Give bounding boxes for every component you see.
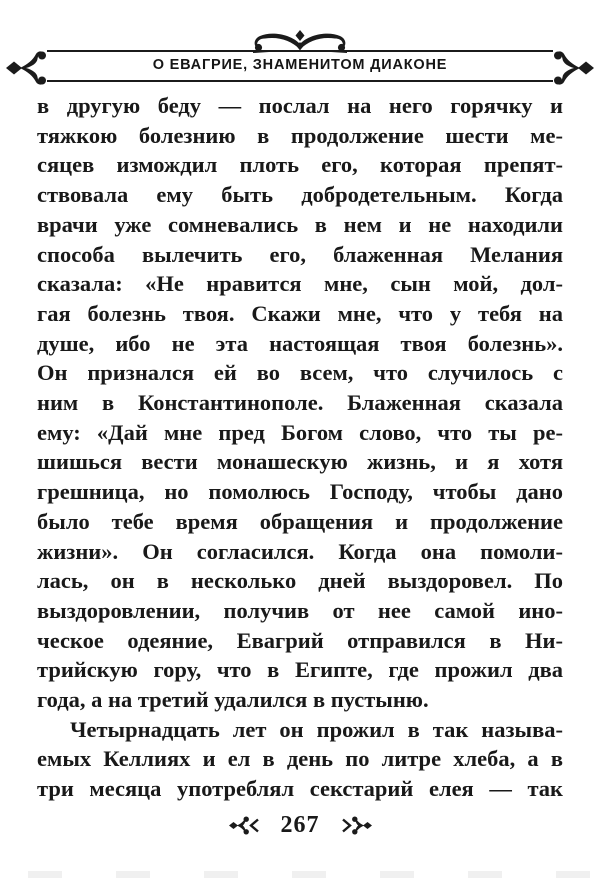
- page-footer: [0, 812, 600, 839]
- text-line: ствовала ему быть добродетельным. Когда: [37, 182, 563, 208]
- text-line: года, а на третий удалился в пустыню.: [37, 687, 429, 713]
- chapter-title: О ЕВАГРИЕ, ЗНАМЕНИТОМ ДИАКОНЕ: [152, 57, 448, 73]
- text-line: сказала: «Не нравится мне, сын мой, дол-: [37, 271, 563, 297]
- text-line: три месяца употреблял секстарий елея — так: [37, 776, 563, 802]
- footer-ornament-left-icon: [229, 816, 259, 835]
- text-line: лась, он в несколько дней выздоровел. По: [37, 568, 563, 594]
- text-line: было тебе время обращения и продолжение: [37, 508, 563, 534]
- text-line: врачи уже сомневались в нем и не находили: [37, 211, 563, 237]
- fleuron-right-icon: [553, 49, 595, 87]
- next-page-ghost: [0, 871, 600, 878]
- text-line: в другую беду — послал на него горячку и: [37, 93, 563, 118]
- text-line: шишься вести монашескую жизнь, и я хотя: [37, 449, 563, 475]
- text-line: тяжкою болезнию в продолжение шести ме-: [37, 122, 563, 148]
- crown-ornament-icon: [245, 30, 355, 55]
- text-line: ческое одеяние, Евагрий отправился в Ни-: [37, 627, 563, 653]
- text-line: ним в Константинополе. Блаженная сказала: [37, 390, 563, 416]
- text-line: грешница, но помолюсь Господу, чтобы дано: [37, 479, 563, 505]
- text-line: способа вылечить его, блаженная Мелания: [37, 241, 563, 267]
- text-line: выздоровлении, получив от нее самой ино-: [37, 597, 563, 623]
- body-text: [37, 91, 563, 804]
- footer-ornament-right-icon: [342, 816, 372, 835]
- page-number: 267: [280, 812, 320, 838]
- text-line: сяцев измождил плоть его, которая препят-: [37, 152, 563, 178]
- header-rule-bottom: [47, 80, 553, 82]
- text-line: Он признался ей во всем, что случилось с: [37, 360, 563, 386]
- text-line: ему: «Дай мне пред Богом слово, что ты ре-: [37, 419, 563, 445]
- text-line: душе, ибо не эта настоящая твоя болезнь».: [37, 330, 563, 356]
- text-line: емых Келлиях и ел в день по литре хлеба, а в: [37, 746, 563, 772]
- text-line: жизни». Он согласился. Когда она помоли-: [37, 538, 563, 564]
- text-line: гая болезнь твоя. Скажи мне, что у тебя на: [37, 300, 563, 326]
- text-line: трийскую гору, что в Египте, где прожил два: [37, 657, 563, 683]
- text-line: Четырнадцать лет он прожил в так называ-: [70, 716, 563, 742]
